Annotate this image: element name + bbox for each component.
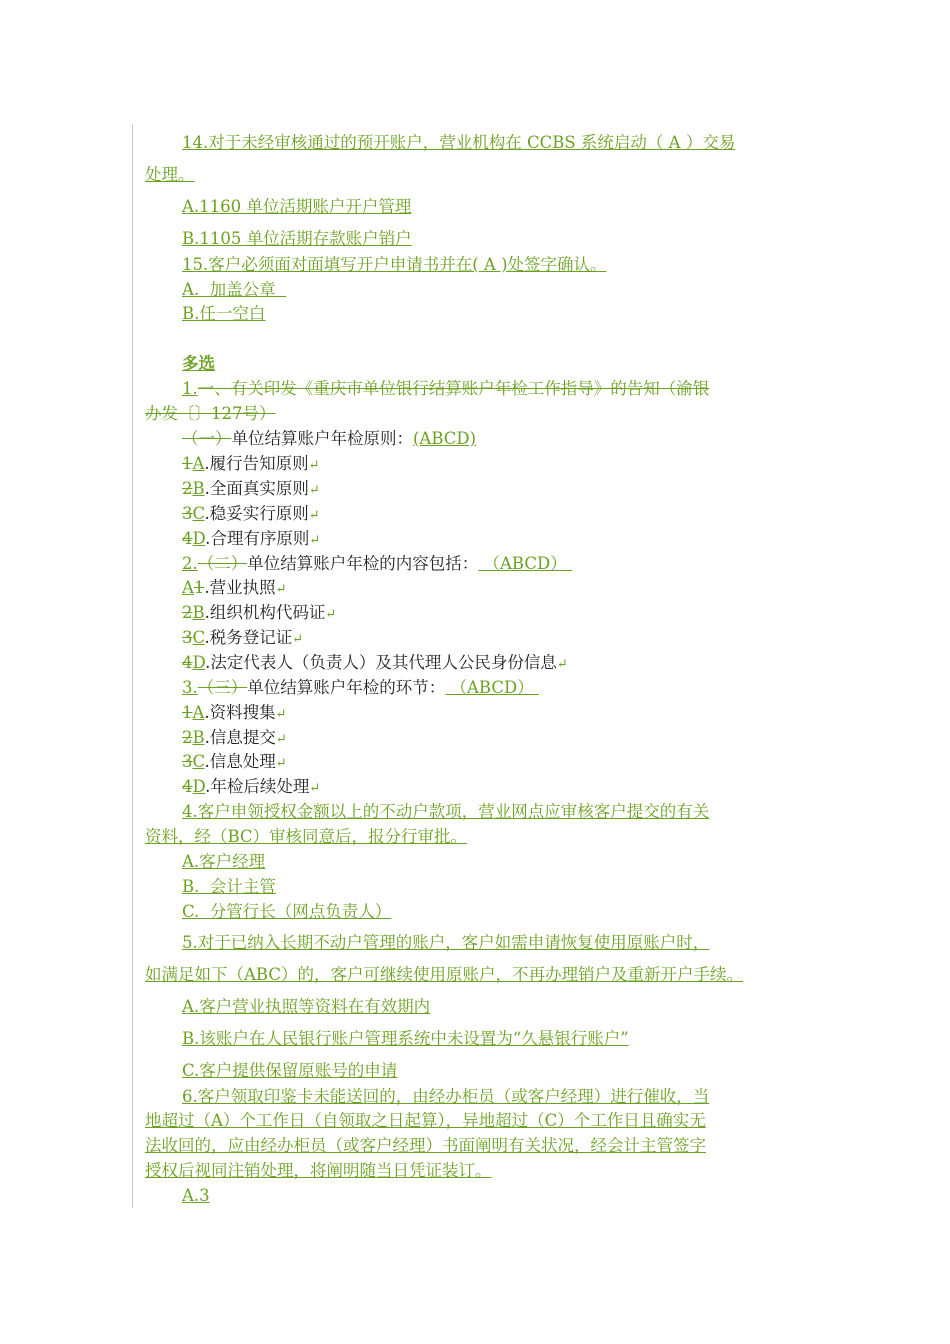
m3-option-c: 3C.信息处理↵ [182, 752, 287, 771]
q15-option-b: B.任一空白 [182, 304, 266, 323]
m2-deleted-sub: （二） [197, 554, 248, 573]
m6-option-a: A.3 [182, 1186, 210, 1205]
m1-option-c: 3C.稳妥实行原则↵ [182, 504, 320, 523]
q14-option-a: A.1160 单位活期账户开户管理 [182, 197, 412, 216]
m1-stem-line [182, 429, 476, 449]
m4-option-b: B. 会计主管 [182, 877, 276, 896]
m2-option-b: 2B.组织机构代码证↵ [182, 603, 337, 622]
m3-answer: （ABCD） [445, 678, 539, 697]
m5-line2: 如满足如下（ABC）的，客户可继续使用原账户，不再办理销户及重新开户手续。 [145, 965, 743, 984]
m4-option-a: A.客户经理 [182, 852, 266, 871]
m2-stem: 单位结算账户年检的内容包括： [247, 554, 479, 573]
m3-option-a: 1A.资料搜集↵ [182, 703, 287, 722]
m3-deleted-sub: （三） [197, 678, 248, 697]
m2-stem-line [182, 554, 572, 574]
m6-line1: 6.客户领取印鉴卡未能送回的，由经办柜员（或客户经理）进行催收，当 [182, 1087, 710, 1106]
left-margin-bar [132, 124, 133, 1208]
q15-line1: 15.客户必须面对面填写开户申请书并在( A )处签字确认。 [182, 255, 607, 274]
m2-option-a: A1.营业执照↵ [182, 578, 287, 597]
m4-option-c: C. 分管行长（网点负责人） [182, 902, 392, 921]
m3-number: 3. [182, 678, 198, 697]
m1-line1 [182, 379, 709, 399]
m1-deleted-sub: （一） [182, 429, 232, 448]
m3-stem-line [182, 678, 539, 698]
m1-answer: (ABCD) [413, 429, 477, 448]
m5-option-b: B.该账户在人民银行账户管理系统中未设置为“久悬银行账户” [182, 1029, 629, 1048]
m2-number: 2. [182, 554, 198, 573]
m1-option-b: 2B.全面真实原则↵ [182, 479, 320, 498]
m1-deleted-title-2: 办发〔〕127号） [145, 404, 276, 423]
m6-line4: 授权后视同注销处理，将阐明随当日凭证装订。 [145, 1161, 492, 1180]
m1-option-d: 4D.合理有序原则↵ [182, 529, 321, 548]
q14-line2: 处理。 [145, 165, 195, 184]
m3-option-b: 2B.信息提交↵ [182, 728, 287, 747]
m6-line2: 地超过（A）个工作日（自领取之日起算），异地超过（C）个工作日且确实无 [145, 1111, 706, 1130]
m2-option-c: 3C.税务登记证↵ [182, 628, 304, 647]
q14-line1: 14.对于未经审核通过的预开账户，营业机构在 CCBS 系统启动（ A ）交易 [182, 133, 736, 152]
m5-option-c: C.客户提供保留原账号的申请 [182, 1061, 398, 1080]
section-heading-multi: 多选 [182, 354, 215, 373]
m6-line3: 法收回的，应由经办柜员（或客户经理）书面阐明有关状况，经会计主管签字 [145, 1136, 706, 1155]
q15-option-a: A. 加盖公章 [182, 280, 287, 299]
m5-line1: 5.对于已纳入长期不动户管理的账户，客户如需申请恢复使用原账户时， [182, 933, 710, 952]
m1-option-a: 1A.履行告知原则↵ [182, 454, 320, 473]
m2-answer: （ABCD） [478, 554, 572, 573]
m4-line2: 资料，经（BC）审核同意后，报分行审批。 [145, 827, 468, 846]
m3-stem: 单位结算账户年检的环节： [247, 678, 446, 697]
m2-option-d: 4D.法定代表人（负责人）及其代理人公民身份信息↵ [182, 653, 568, 672]
m1-deleted-title-1: 一、有关印发《重庆市单位银行结算账户年检工作指导》的告知（渝银 [197, 379, 710, 398]
m5-option-a: A.客户营业执照等资料在有效期内 [182, 997, 431, 1016]
m4-line1: 4.客户申领授权金额以上的不动户款项，营业网点应审核客户提交的有关 [182, 802, 710, 821]
m1-number: 1. [182, 379, 198, 398]
m3-option-d: 4D.年检后续处理↵ [182, 777, 321, 796]
q14-option-b: B.1105 单位活期存款账户销户 [182, 229, 412, 248]
m1-stem: 单位结算账户年检原则： [231, 429, 413, 448]
